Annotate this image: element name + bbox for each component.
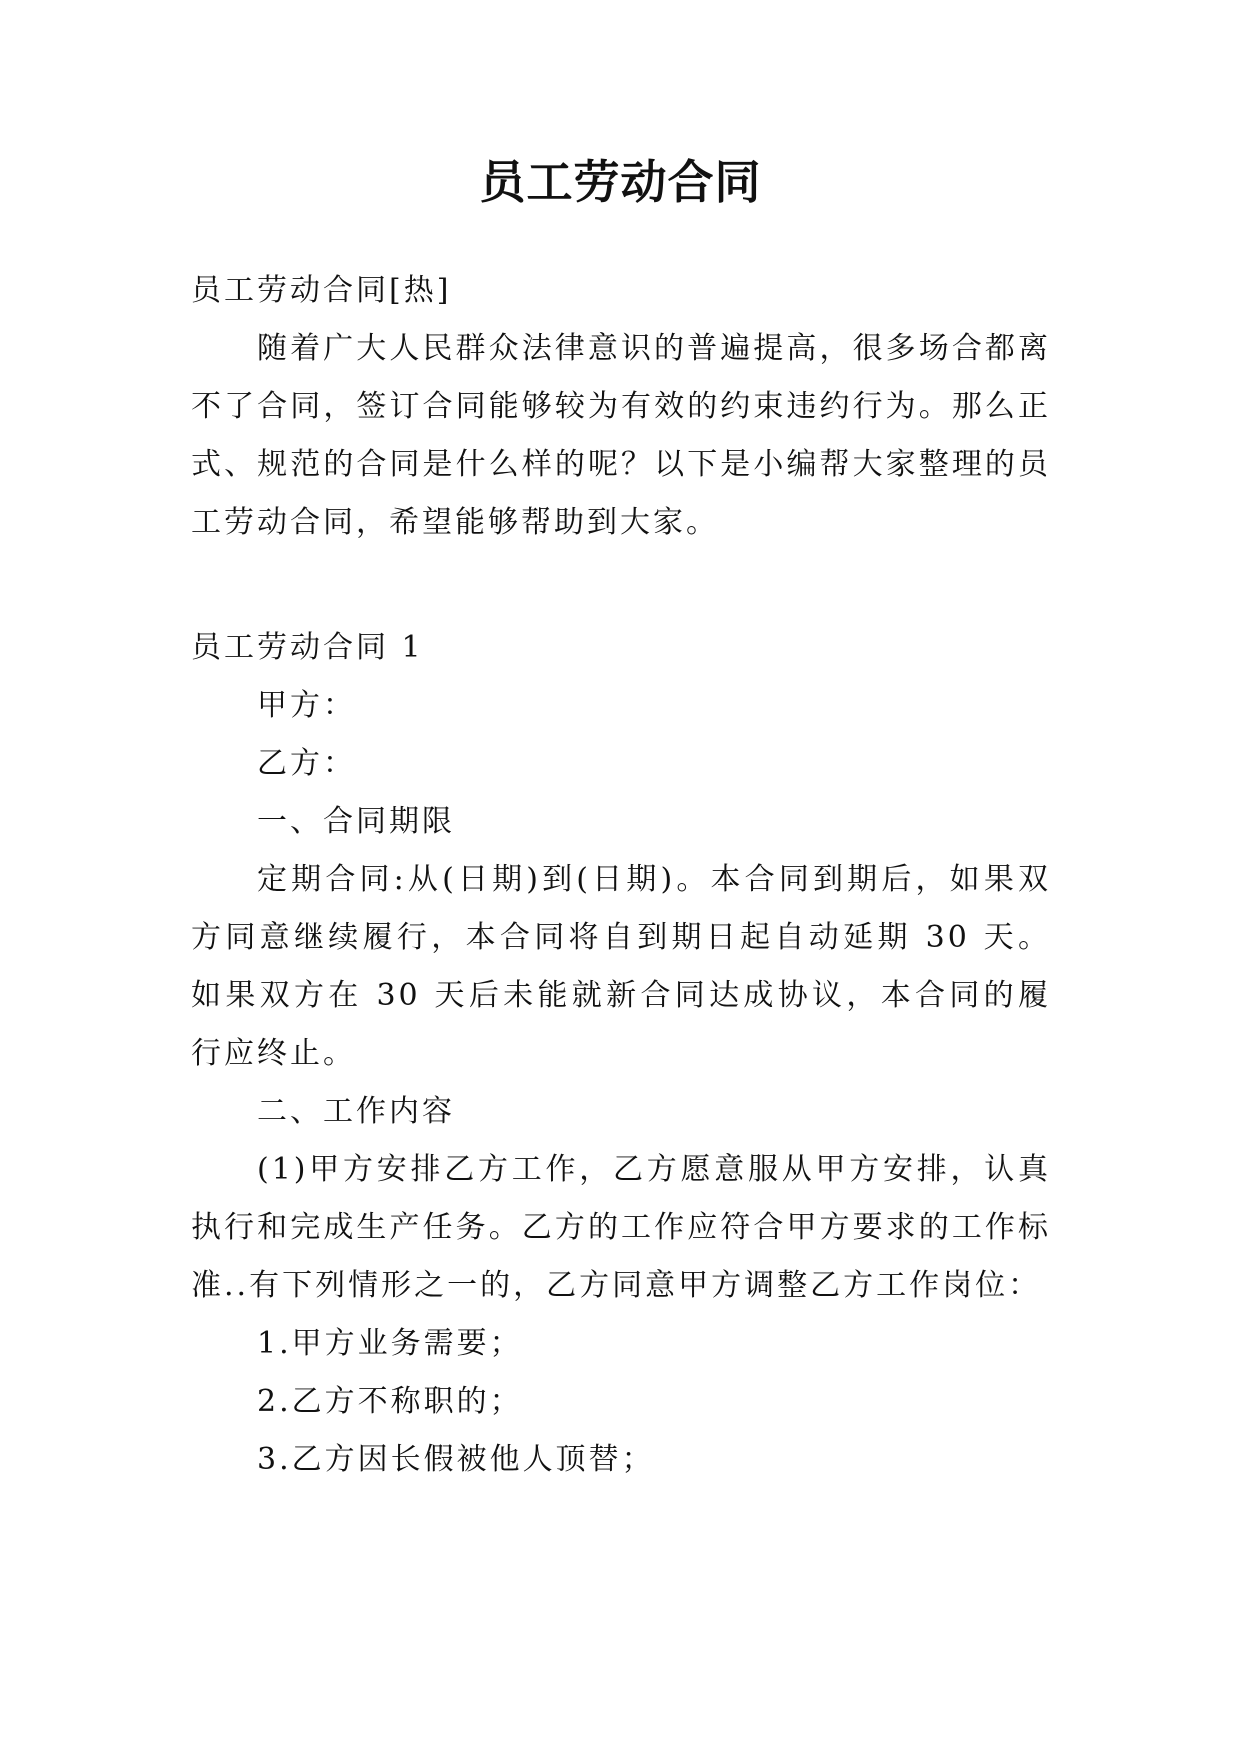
party-b-label: 乙方：	[257, 746, 356, 781]
intro-section	[191, 262, 1051, 552]
contract-heading: 员工劳动合同 1	[191, 630, 424, 665]
intro-paragraph: 随着广大人民群众法律意识的普遍提高，很多场合都离不了合同，签订合同能够较为有效的约束违约行为。那么正式、规范的合同是什么样的呢？以下是小编帮大家整理的员工劳动合同，希望能够帮助到大家。	[191, 331, 1051, 540]
party-a-label: 甲方：	[257, 688, 356, 723]
list-item-2: 2.乙方不称职的；	[257, 1384, 523, 1419]
section-1-text: 定期合同:从(日期)到(日期)。本合同到期后，如果双方同意继续履行，本合同将自到期日起自动延期 30 天。如果双方在 30 天后未能就新合同达成协议，本合同的履行应终止。	[191, 862, 1051, 1071]
list-item-1: 1.甲方业务需要；	[257, 1326, 523, 1361]
intro-heading: 员工劳动合同[热]	[191, 273, 452, 308]
list-item-3: 3.乙方因长假被他人顶替；	[257, 1442, 655, 1477]
contract-body	[191, 619, 1051, 1489]
document-title: 员工劳动合同	[479, 155, 762, 209]
section-1-title: 一、合同期限	[257, 804, 455, 839]
section-2-text: (1)甲方安排乙方工作，乙方愿意服从甲方安排，认真执行和完成生产任务。乙方的工作应符合甲方要求的工作标准..有下列情形之一的，乙方同意甲方调整乙方工作岗位：	[191, 1152, 1051, 1303]
section-2-title: 二、工作内容	[257, 1094, 455, 1129]
